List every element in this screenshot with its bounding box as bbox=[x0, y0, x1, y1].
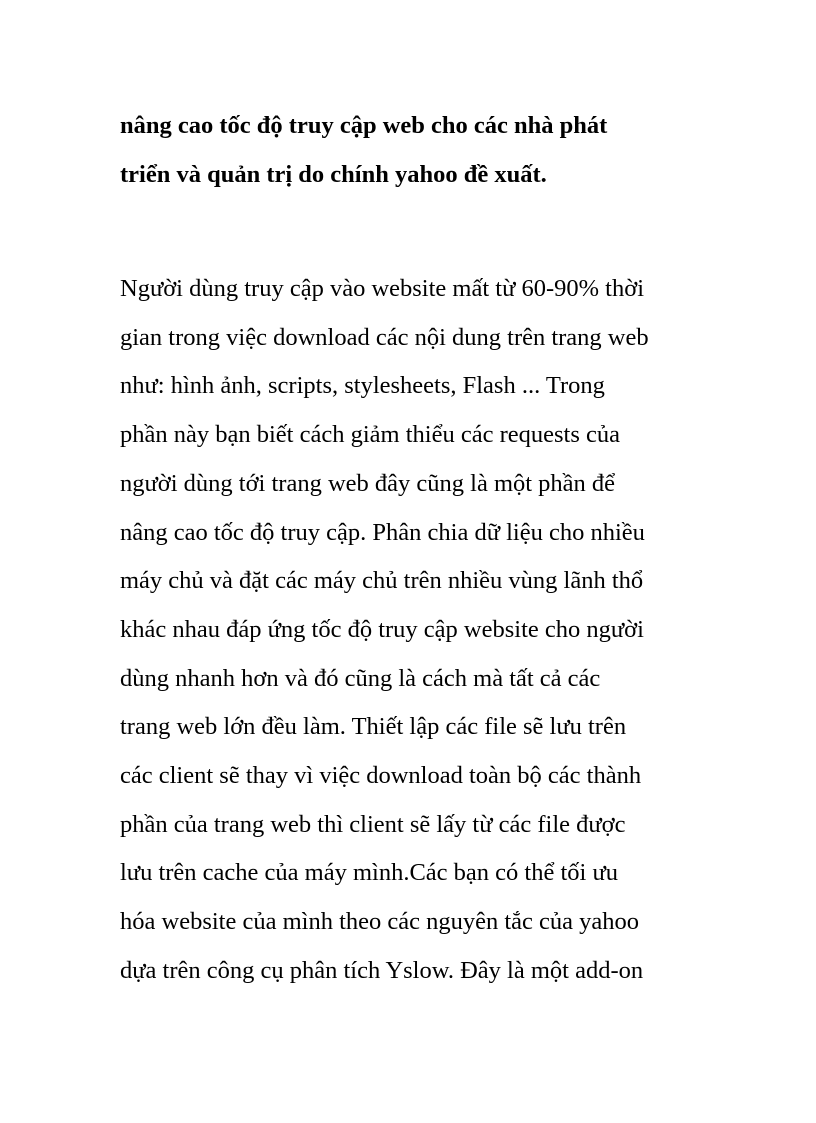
body-line: như: hình ảnh, scripts, stylesheets, Flash ... Trong bbox=[120, 372, 605, 400]
body-line: gian trong việc download các nội dung trên trang web bbox=[120, 323, 649, 351]
body-line: dùng nhanh hơn và đó cũng là cách mà tất cả các bbox=[120, 664, 601, 692]
body-line: hóa website của mình theo các nguyên tắc của yahoo bbox=[120, 908, 640, 936]
body-line: phần này bạn biết cách giảm thiểu các requests của bbox=[120, 421, 620, 449]
heading-line: triển và quản trị do chính yahoo đề xuất. bbox=[120, 161, 547, 188]
body-paragraph bbox=[120, 265, 720, 996]
body-line: dựa trên công cụ phân tích Yslow. Đây là một add-on bbox=[120, 956, 644, 984]
heading-line: nâng cao tốc độ truy cập web cho các nhà phát bbox=[120, 112, 608, 139]
body-line: các client sẽ thay vì việc download toàn bộ các thành bbox=[120, 762, 642, 790]
body-line: lưu trên cache của máy mình.Các bạn có thể tối ưu bbox=[120, 859, 619, 887]
body-line: nâng cao tốc độ truy cập. Phân chia dữ liệu cho nhiều bbox=[120, 518, 645, 546]
body-line: người dùng tới trang web đây cũng là một phần để bbox=[120, 469, 616, 497]
body-line: Người dùng truy cập vào website mất từ 60-90% thời bbox=[120, 275, 644, 302]
body-line: máy chủ và đặt các máy chủ trên nhiều vùng lãnh thổ bbox=[120, 567, 644, 595]
body-line: trang web lớn đều làm. Thiết lập các file sẽ lưu trên bbox=[120, 713, 627, 741]
body-line: khác nhau đáp ứng tốc độ truy cập website cho người bbox=[120, 615, 644, 643]
body-line: phần của trang web thì client sẽ lấy từ các file được bbox=[120, 810, 626, 838]
heading-paragraph bbox=[120, 101, 720, 199]
